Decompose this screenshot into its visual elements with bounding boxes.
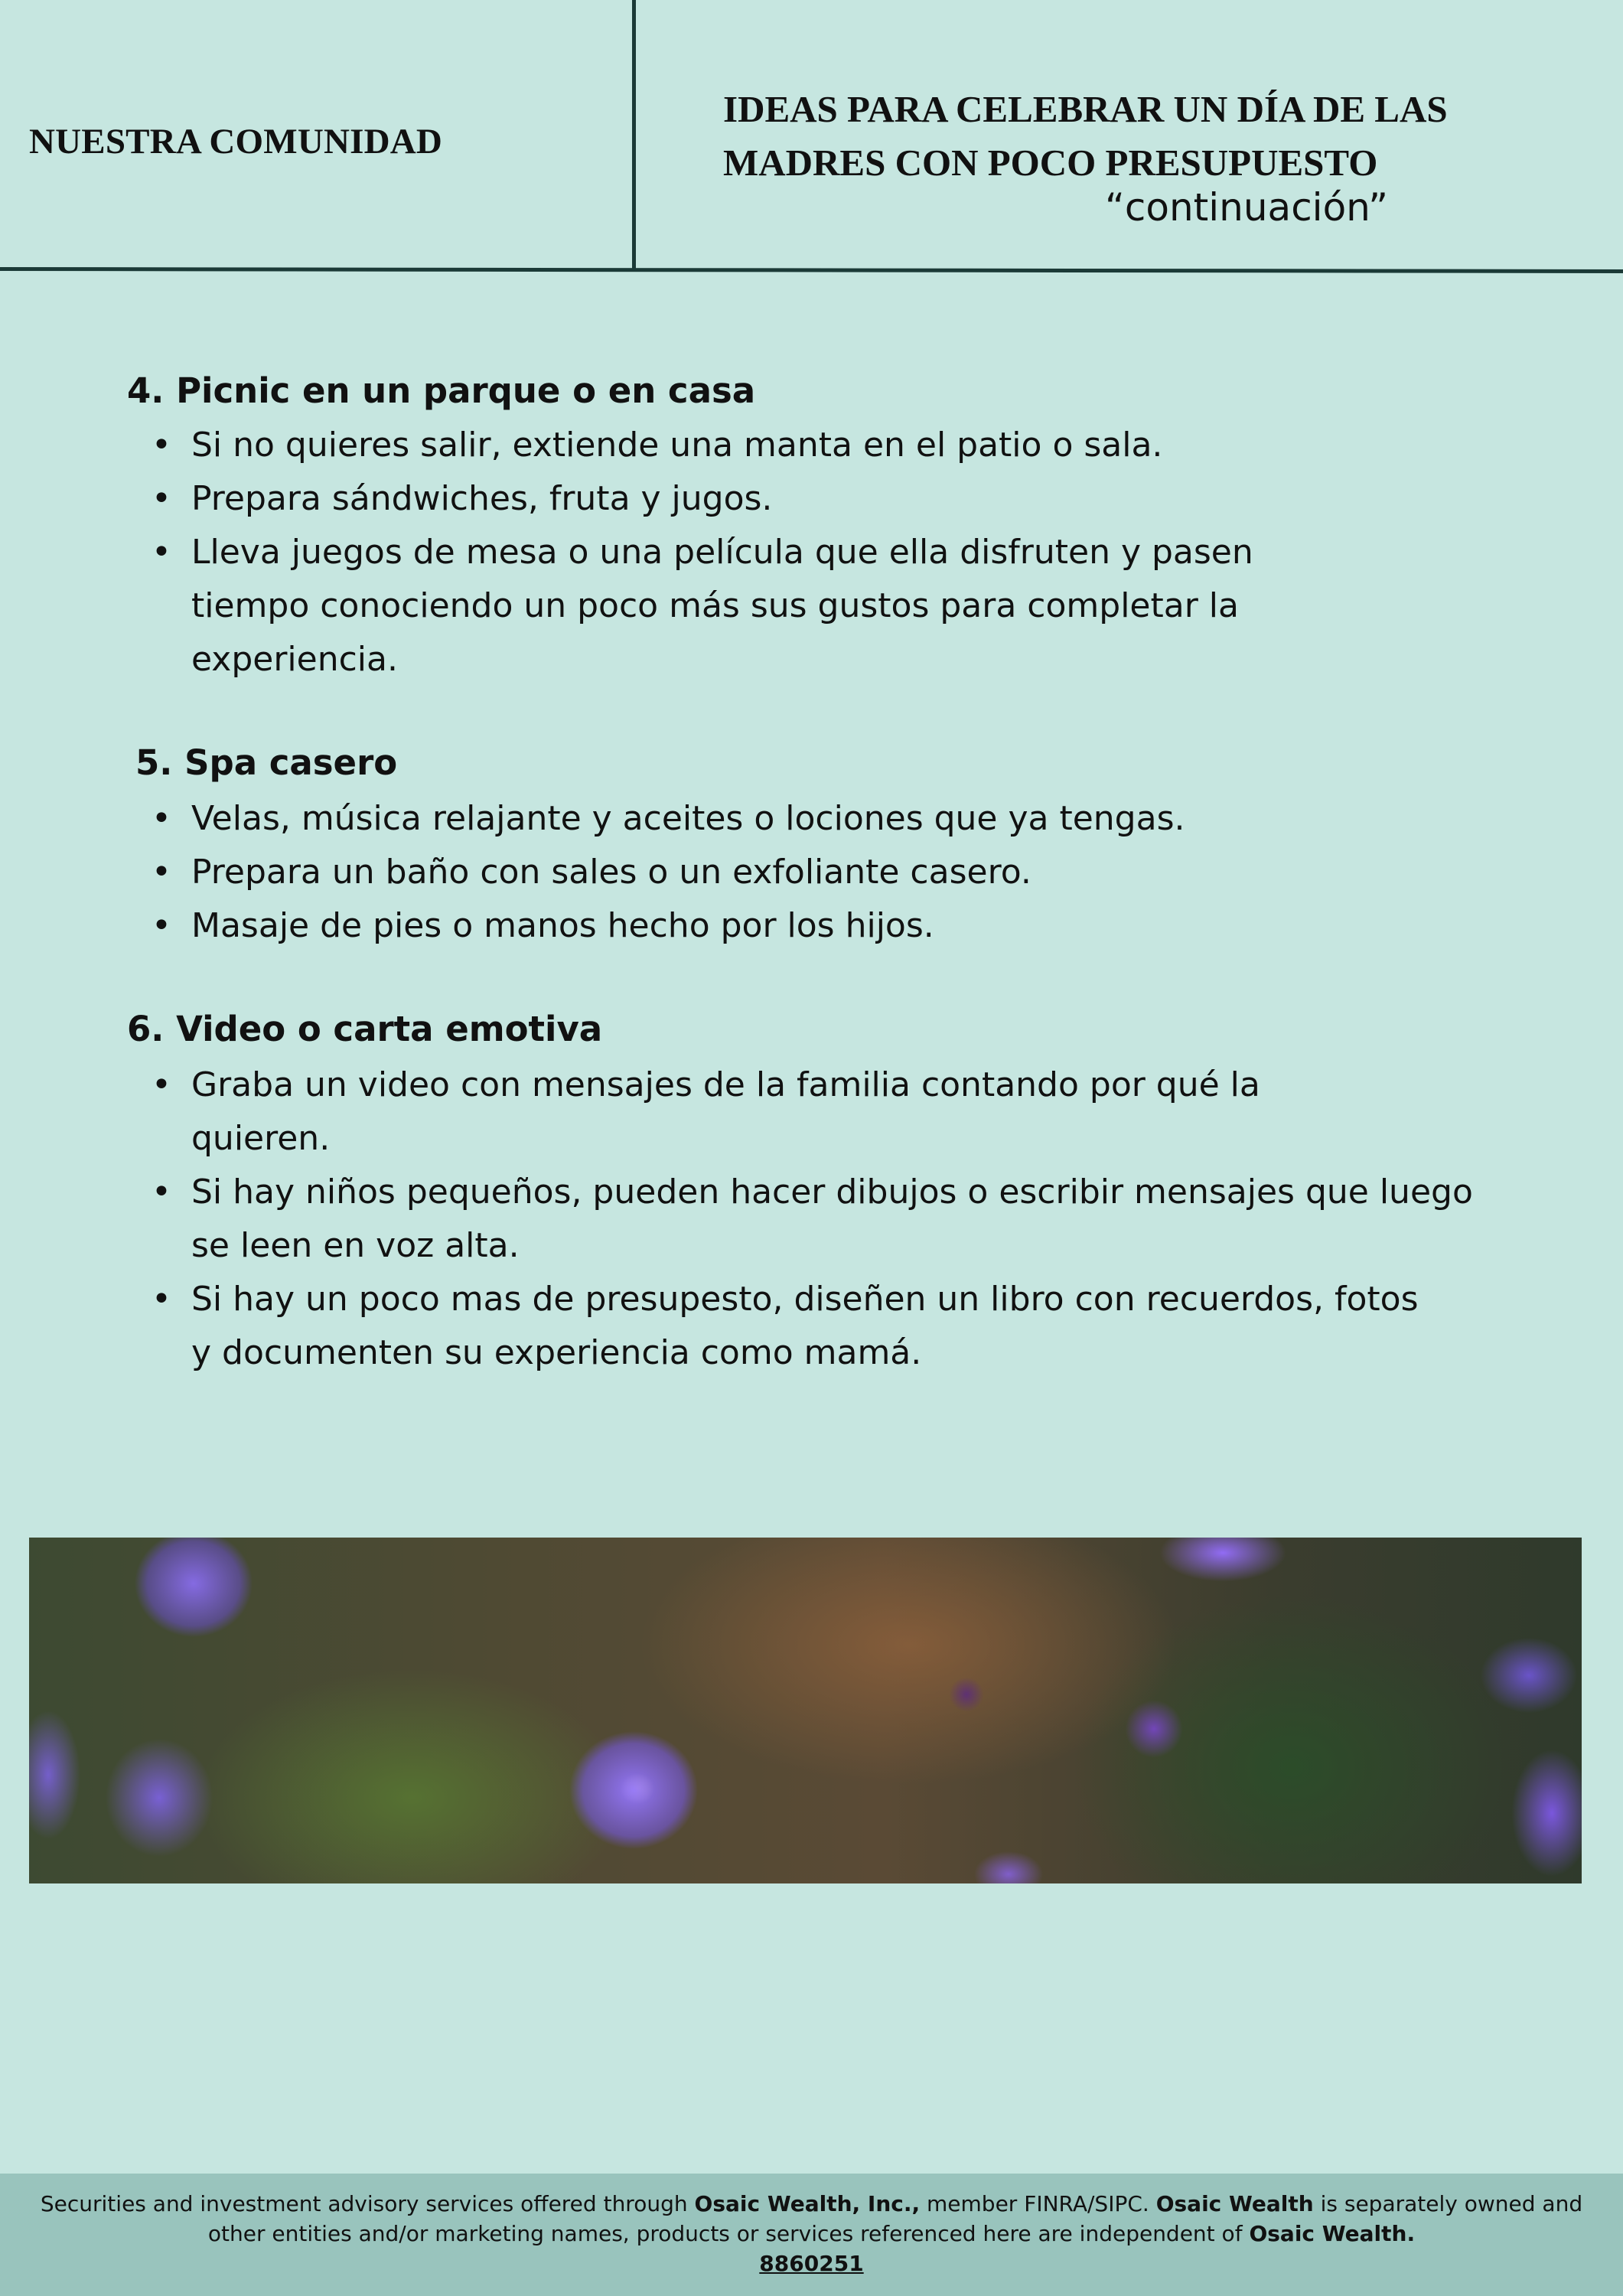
list-item: • Si hay niños pequeños, pueden hacer dibujos o escribir mensajes que luego se leen en voz alta. [152, 1166, 1484, 1273]
bullet-icon: • [152, 426, 171, 465]
footer-code: 8860251 [759, 2251, 864, 2276]
list-item: • Lleva juegos de mesa o una película que ella disfruten y pasen tiempo conociendo un poco más sus gustos para completar la experiencia. [152, 526, 1354, 687]
bullet-icon: • [152, 799, 171, 838]
list-item: • Prepara un baño con sales o un exfoliante casero. [152, 846, 1491, 899]
list-item: • Graba un video con mensajes de la familia contando por qué la quieren. [152, 1058, 1354, 1166]
footer-line-2: other entities and/or marketing names, products or services referenced here are independent of Osaic Wealth. [207, 2221, 1416, 2246]
bullet-icon: • [152, 1065, 171, 1104]
bullet-icon: • [152, 1280, 171, 1319]
list-item: • Masaje de pies o manos hecho por los hijos. [152, 899, 1491, 953]
page-header [0, 0, 1623, 272]
header-right-title-line2: MADRES CON POCO PRESUPUESTO [723, 142, 1378, 184]
list-item: • Si hay un poco mas de presupesto, diseñen un libro con recuerdos, fotos y documenten su experiencia como mamá. [152, 1273, 1446, 1380]
bullet-icon: • [152, 533, 171, 572]
bullet-icon: • [152, 1172, 171, 1212]
header-horizontal-divider [0, 267, 1623, 273]
section-list-video [152, 1058, 1491, 1380]
header-subtitle: “continuación” [1105, 185, 1389, 230]
section-title-picnic: 4. Picnic en un parque o en casa [127, 370, 756, 411]
bullet-icon: • [152, 853, 171, 892]
bullet-icon: • [152, 479, 171, 518]
bullet-icon: • [152, 906, 171, 945]
list-item: • Prepara sándwiches, fruta y jugos. [152, 472, 1491, 526]
disclosure-footer [0, 2174, 1623, 2296]
section-list-spa [152, 792, 1491, 953]
header-left-title: NUESTRA COMUNIDAD [29, 122, 443, 161]
section-title-video: 6. Video o carta emotiva [127, 1009, 603, 1049]
list-item: • Si no quieres salir, extiende una manta en el patio o sala. [152, 419, 1491, 472]
flowers-banner-image [29, 1538, 1582, 1883]
header-right-title-line1: IDEAS PARA CELEBRAR UN DÍA DE LAS [723, 88, 1448, 130]
header-vertical-divider [632, 0, 636, 269]
header-right-title [723, 83, 1580, 190]
section-list-picnic [152, 419, 1491, 687]
footer-line-1: Securities and investment advisory services offered through Osaic Wealth, Inc., member FINRA/SIPC. Osaic Wealth is separately owned and [40, 2191, 1583, 2216]
section-title-spa: 5. Spa casero [135, 742, 398, 783]
list-item: • Velas, música relajante y aceites o lociones que ya tengas. [152, 792, 1491, 846]
